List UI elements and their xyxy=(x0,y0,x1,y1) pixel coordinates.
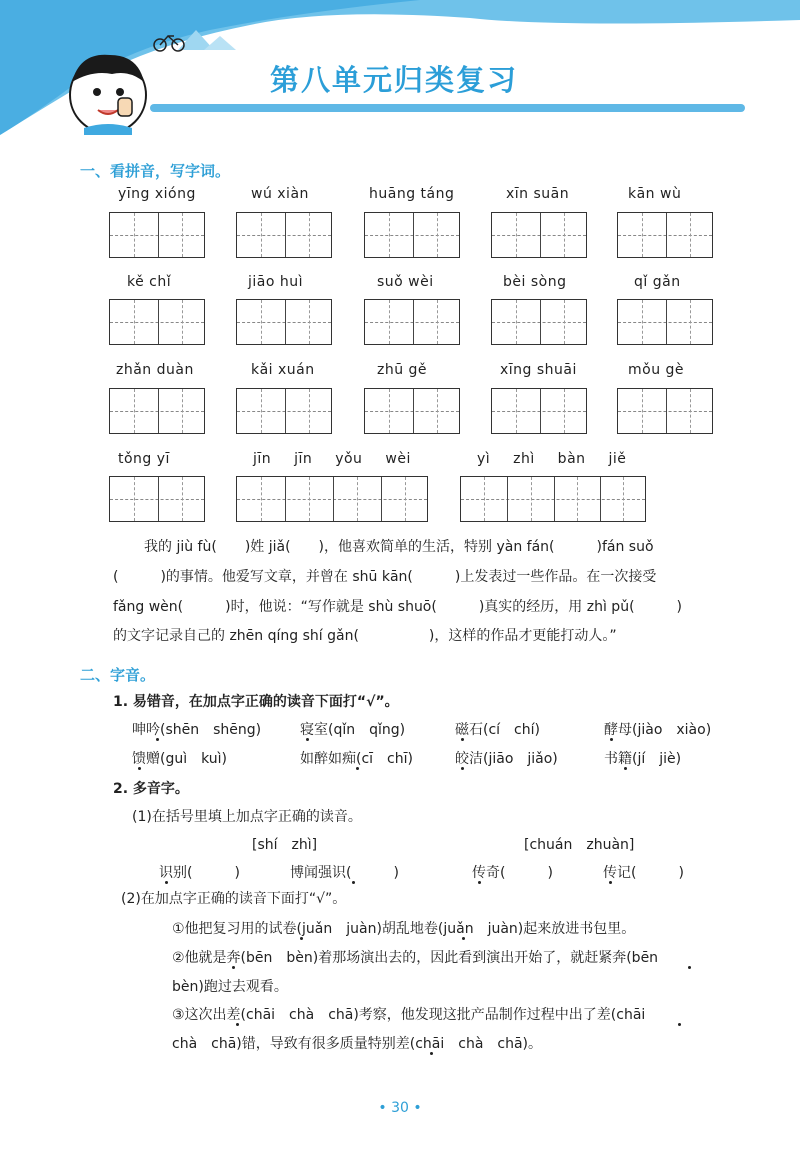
pinyin-bracket: [chuán zhuàn] xyxy=(524,837,635,853)
passage-line: fǎng wèn( )时，他说：“写作就是 shù shuō( )真实的经历，用 zhì pǔ( ) xyxy=(113,599,682,615)
pinyin-label: kān wù xyxy=(628,186,682,202)
pinyin-label: wú xiàn xyxy=(251,186,309,202)
writing-box[interactable] xyxy=(236,476,428,522)
writing-box[interactable] xyxy=(109,212,205,258)
writing-box[interactable] xyxy=(491,212,587,258)
passage-line: 我的 jiù fù( )姓 jiǎ( )，他喜欢简单的生活，特别 yàn fán( )fán suǒ xyxy=(144,539,654,555)
emphasis-dot xyxy=(236,1023,239,1026)
choice-item: 寝室(qǐn qǐng) xyxy=(300,722,406,738)
section2-heading: 二、字音。 xyxy=(80,666,156,684)
emphasis-dot xyxy=(461,738,464,741)
part2-instruction: (2)在加点字正确的读音下面打“√”。 xyxy=(121,891,347,907)
emphasis-dot xyxy=(678,1023,681,1026)
pinyin-label: xīng shuāi xyxy=(500,362,577,378)
writing-box[interactable] xyxy=(617,212,713,258)
sentence-line: ③这次出差(chāi chà chā)考察，他发现这批产品制作过程中出了差(chāi xyxy=(172,1007,646,1023)
pinyin-label: suǒ wèi xyxy=(377,274,434,290)
pinyin-label: qǐ gǎn xyxy=(634,274,681,290)
emphasis-dot xyxy=(688,966,691,969)
passage-line: ( )的事情。他爱写文章，并曾在 shū kān( )上发表过一些作品。在一次接受 xyxy=(113,569,657,585)
emphasis-dot xyxy=(352,881,355,884)
writing-box[interactable] xyxy=(236,212,332,258)
pinyin-label: mǒu gè xyxy=(628,362,685,378)
question1-title: 1. 易错音，在加点字正确的读音下面打“√”。 xyxy=(113,694,399,710)
fill-word: 识别( ) xyxy=(159,865,240,881)
choice-item: 磁石(cí chí) xyxy=(455,722,540,738)
fill-word: 传记( ) xyxy=(603,865,684,881)
emphasis-dot xyxy=(478,881,481,884)
emphasis-dot xyxy=(356,767,359,770)
sentence-line: bèn)跑过去观看。 xyxy=(172,979,288,995)
choice-item: 皎洁(jiāo jiǎo) xyxy=(455,751,558,767)
writing-box[interactable] xyxy=(109,476,205,522)
writing-box[interactable] xyxy=(364,388,460,434)
page-title: 第八单元归类复习 xyxy=(270,63,519,97)
section1-heading: 一、看拼音，写字词。 xyxy=(80,162,231,180)
pinyin-label: jiāo huì xyxy=(248,274,304,290)
writing-box[interactable] xyxy=(460,476,646,522)
emphasis-dot xyxy=(462,937,465,940)
writing-box[interactable] xyxy=(109,388,205,434)
emphasis-dot xyxy=(610,738,613,741)
pinyin-label: yīng xióng xyxy=(118,186,196,202)
emphasis-dot xyxy=(300,937,303,940)
pinyin-bracket: [shí zhì] xyxy=(252,837,318,853)
fill-word: 博闻强识( ) xyxy=(290,865,399,881)
choice-item: 呻吟(shēn shēng) xyxy=(132,722,262,738)
emphasis-dot xyxy=(430,1052,433,1055)
passage-line: 的文字记录自己的 zhēn qíng shí gǎn( )，这样的作品才更能打动人。” xyxy=(113,628,617,644)
emphasis-dot xyxy=(156,738,159,741)
choice-item: 酵母(jiào xiào) xyxy=(604,722,712,738)
emphasis-dot xyxy=(306,738,309,741)
pinyin-label: huāng táng xyxy=(369,186,455,202)
pinyin-label: kě chǐ xyxy=(127,274,172,290)
sentence-line: chà chā)错，导致有很多质量特别差(chāi chà chā)。 xyxy=(172,1036,543,1052)
writing-box[interactable] xyxy=(617,388,713,434)
question2-title: 2. 多音字。 xyxy=(113,781,189,797)
pinyin-label: zhǎn duàn xyxy=(116,362,194,378)
emphasis-dot xyxy=(138,767,141,770)
page-number: • 30 • xyxy=(378,1100,422,1116)
emphasis-dot xyxy=(609,881,612,884)
pinyin-label: xīn suān xyxy=(506,186,570,202)
writing-box[interactable] xyxy=(491,299,587,345)
emphasis-dot xyxy=(624,767,627,770)
pinyin-label: yì zhì bàn jiě xyxy=(477,451,627,467)
pinyin-label: tǒng yī xyxy=(118,451,170,467)
emphasis-dot xyxy=(461,767,464,770)
sentence-line: ①他把复习用的试卷(juǎn juàn)胡乱地卷(juǎn juàn)起来放进书包里。 xyxy=(172,921,636,937)
part1-instruction: (1)在括号里填上加点字正确的读音。 xyxy=(132,809,362,825)
choice-item: 如醉如痴(cī chī) xyxy=(300,751,413,767)
pinyin-label: jīn jīn yǒu wèi xyxy=(253,451,411,467)
choice-item: 馈赠(guì kuì) xyxy=(132,751,228,767)
pinyin-label: zhū gě xyxy=(377,362,428,378)
writing-box[interactable] xyxy=(109,299,205,345)
writing-box[interactable] xyxy=(364,212,460,258)
writing-box[interactable] xyxy=(491,388,587,434)
choice-item: 书籍(jí jiè) xyxy=(604,751,682,767)
sentence-line: ②他就是奔(bēn bèn)着那场演出去的，因此看到演出开始了，就赶紧奔(bēn xyxy=(172,950,659,966)
writing-box[interactable] xyxy=(364,299,460,345)
emphasis-dot xyxy=(232,966,235,969)
pinyin-label: bèi sòng xyxy=(503,274,567,290)
writing-box[interactable] xyxy=(236,388,332,434)
writing-box[interactable] xyxy=(236,299,332,345)
writing-box[interactable] xyxy=(617,299,713,345)
fill-word: 传奇( ) xyxy=(472,865,553,881)
pinyin-label: kǎi xuán xyxy=(251,362,315,378)
emphasis-dot xyxy=(165,881,168,884)
